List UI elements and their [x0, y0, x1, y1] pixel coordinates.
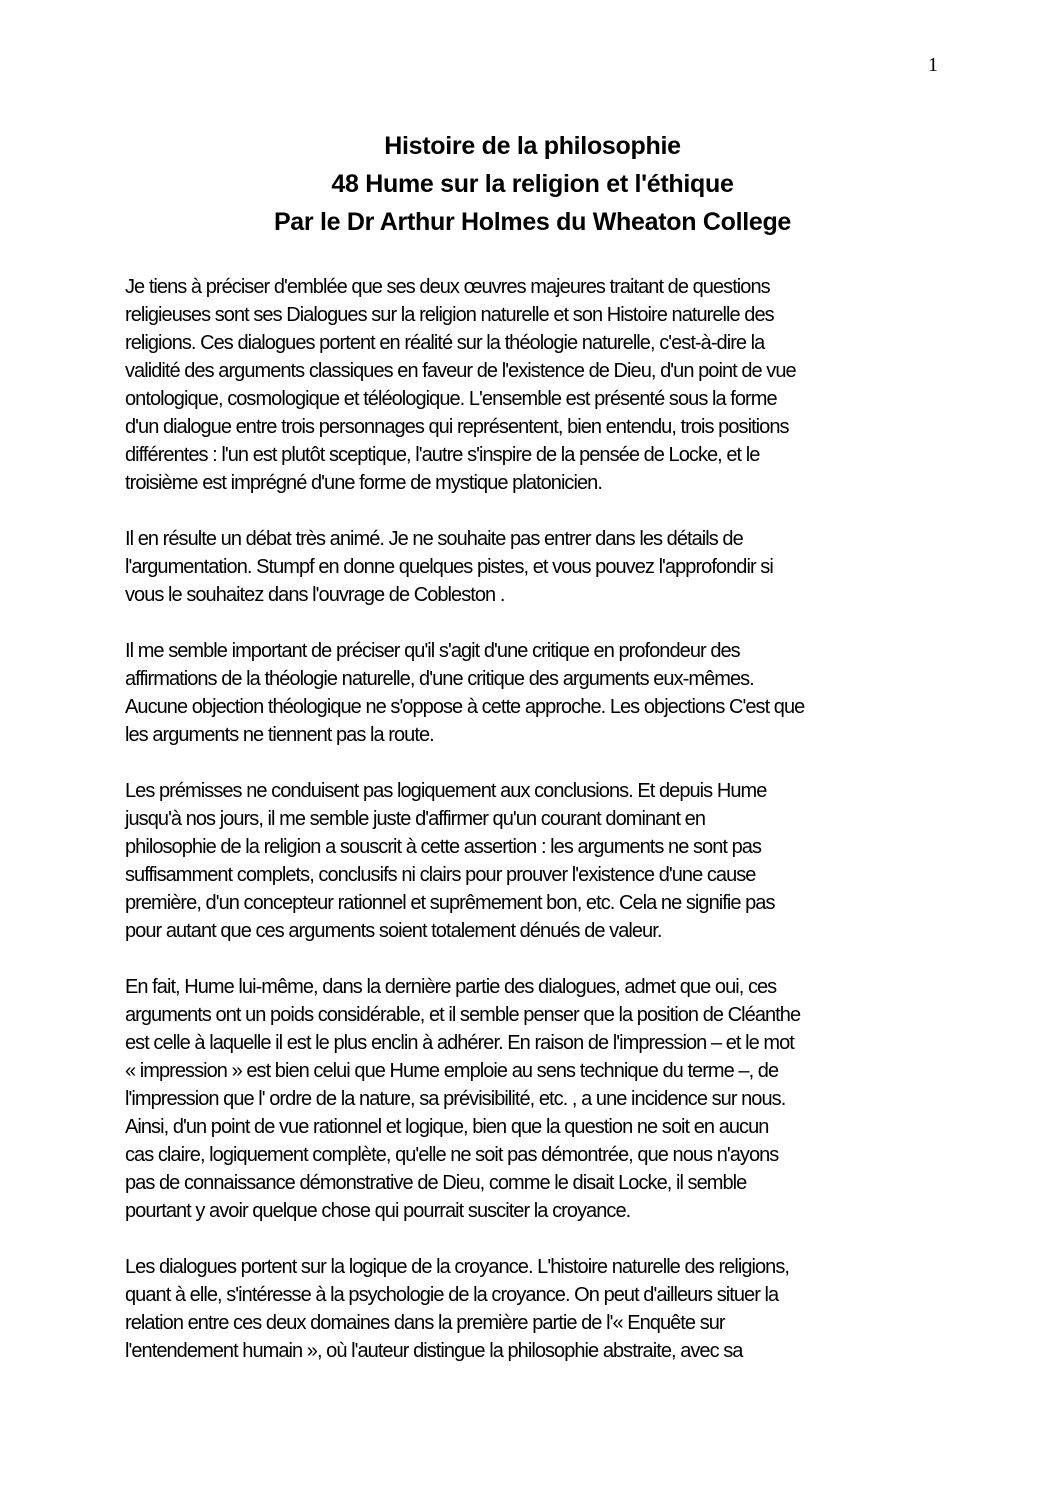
title-line: Par le Dr Arthur Holmes du Wheaton College [273, 208, 792, 236]
text-line: suffisamment complets, conclusifs ni clairs pour prouver l'existence d'une cause [125, 864, 756, 886]
text-line: Il en résulte un débat très animé. Je ne souhaite pas entrer dans les détails de [125, 528, 743, 550]
text-line: cas claire, logiquement complète, qu'elle ne soit pas démontrée, que nous n'ayons [125, 1144, 779, 1166]
text-line: philosophie de la religion a souscrit à cette assertion : les arguments ne sont pas [125, 836, 762, 858]
text-line: religieuses sont ses Dialogues sur la religion naturelle et son Histoire naturelle des [125, 304, 774, 326]
text-line: l'argumentation. Stumpf en donne quelques pistes, et vous pouvez l'approfondir si [125, 556, 773, 578]
text-line: affirmations de la théologie naturelle, d'une critique des arguments eux-mêmes. [125, 668, 754, 690]
text-line: Ainsi, d'un point de vue rationnel et logique, bien que la question ne soit en aucun [125, 1116, 769, 1138]
paragraph [125, 1253, 940, 1365]
paragraph [125, 637, 940, 749]
page-number: 1 [928, 54, 938, 76]
text-line: Les prémisses ne conduisent pas logiquement aux conclusions. Et depuis Hume [125, 780, 767, 802]
text-line: arguments ont un poids considérable, et il semble penser que la position de Cléanthe [125, 1004, 801, 1026]
text-line: l'entendement humain », où l'auteur distingue la philosophie abstraite, avec sa [125, 1340, 743, 1362]
text-line: l'impression que l' ordre de la nature, sa prévisibilité, etc. , a une incidence sur nous. [125, 1088, 786, 1110]
text-line: jusqu'à nos jours, il me semble juste d'affirmer qu'un courant dominant en [125, 808, 706, 830]
text-line: ontologique, cosmologique et téléologique. L'ensemble est présenté sous la forme [125, 388, 777, 410]
text-line: Je tiens à préciser d'emblée que ses deux œuvres majeures traitant de questions [125, 276, 770, 298]
text-line: pourtant y avoir quelque chose qui pourrait susciter la croyance. [125, 1200, 631, 1222]
text-line: troisième est imprégné d'une forme de mystique platonicien. [125, 472, 602, 494]
text-line: d'un dialogue entre trois personnages qui représentent, bien entendu, trois positions [125, 416, 789, 438]
text-line: quant à elle, s'intéresse à la psychologie de la croyance. On peut d'ailleurs situer la [125, 1284, 779, 1306]
text-line: vous le souhaitez dans l'ouvrage de Cobleston . [125, 584, 505, 606]
text-line: les arguments ne tiennent pas la route. [125, 724, 434, 746]
text-line: validité des arguments classiques en faveur de l'existence de Dieu, d'un point de vue [125, 360, 796, 382]
title-line: Histoire de la philosophie [384, 132, 681, 160]
paragraph [125, 273, 940, 497]
text-line: relation entre ces deux domaines dans la première partie de l'« Enquête sur [125, 1312, 725, 1334]
text-line: Aucune objection théologique ne s'oppose à cette approche. Les objections C'est que [125, 696, 805, 718]
text-line: première, d'un concepteur rationnel et suprêmement bon, etc. Cela ne signifie pas [125, 892, 775, 914]
paragraph [125, 973, 940, 1225]
text-line: pour autant que ces arguments soient totalement dénués de valeur. [125, 920, 662, 942]
title-line: 48 Hume sur la religion et l'éthique [331, 170, 734, 198]
document-body [125, 273, 940, 1365]
text-line: pas de connaissance démonstrative de Dieu, comme le disait Locke, il semble [125, 1172, 747, 1194]
text-line: différentes : l'un est plutôt sceptique, l'autre s'inspire de la pensée de Locke, et le [125, 444, 760, 466]
text-line: En fait, Hume lui-même, dans la dernière partie des dialogues, admet que oui, ces [125, 976, 777, 998]
text-line: Il me semble important de préciser qu'il s'agit d'une critique en profondeur des [125, 640, 740, 662]
text-line: religions. Ces dialogues portent en réalité sur la théologie naturelle, c'est-à-dire la [125, 332, 765, 354]
text-line: est celle à laquelle il est le plus enclin à adhérer. En raison de l'impression – et le mot [125, 1032, 794, 1054]
paragraph [125, 777, 940, 945]
paragraph [125, 525, 940, 609]
text-line: « impression » est bien celui que Hume emploie au sens technique du terme –, de [125, 1060, 779, 1082]
document-title [125, 127, 940, 241]
text-line: Les dialogues portent sur la logique de la croyance. L'histoire naturelle des religions, [125, 1256, 790, 1278]
